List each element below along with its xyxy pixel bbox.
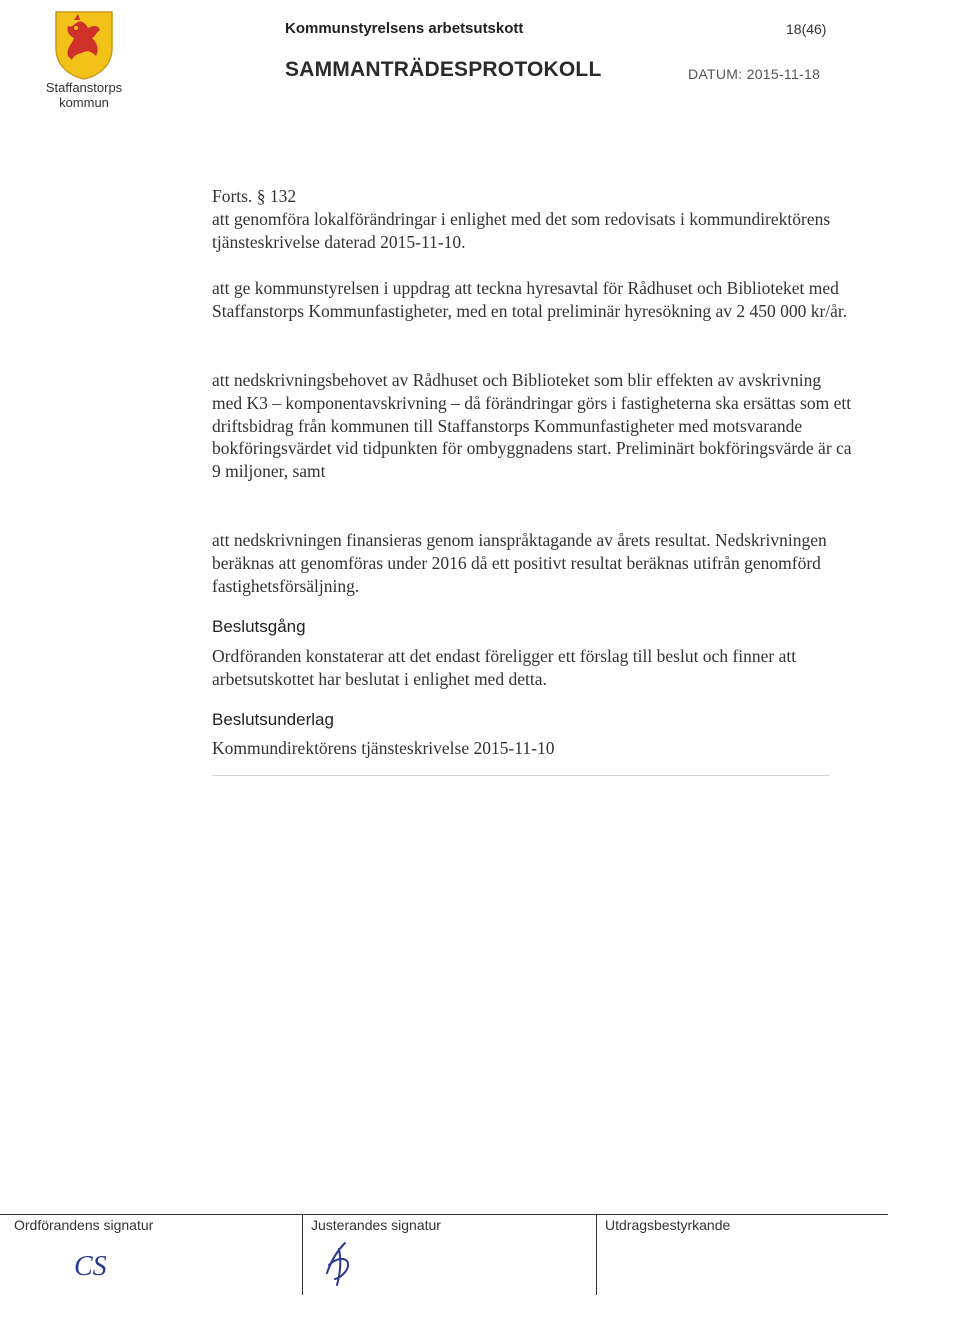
meeting-date: DATUM: 2015-11-18 <box>688 66 821 82</box>
heading-beslutsunderlag: Beslutsunderlag <box>212 710 334 729</box>
verification-cell <box>596 1215 889 1295</box>
heading-beslutsgang: Beslutsgång <box>212 617 306 636</box>
chair-signature-cell <box>6 1215 302 1295</box>
document-title: SAMMANTRÄDESPROTOKOLL <box>285 58 602 81</box>
beslutsgang-text: Ordföranden konstaterar att det endast föreligger ett förslag till beslut och finner att arbetsutskottet har beslutat i enlighet med detta. <box>212 646 797 689</box>
page-number: 18(46) <box>786 21 827 37</box>
beslutsunderlag-text: Kommundirektörens tjänsteskrivelse 2015-11-10 <box>212 738 555 758</box>
verification-label: Utdragsbestyrkande <box>605 1217 731 1233</box>
divider <box>212 775 830 776</box>
adjuster-signature-cell <box>302 1215 597 1295</box>
adjuster-signature <box>319 1239 359 1287</box>
decision-paragraph-2: att ge kommunstyrelsen i uppdrag att teckna hyresavtal för Rådhuset och Biblioteket med Staffanstorps Kommunfastigheter, med en total preliminär hyresökning av 2 450 000 kr/år. <box>212 278 848 321</box>
decision-paragraph-4: att nedskrivningen finansieras genom ianspråktagande av årets resultat. Nedskrivningen beräknas att genomföras under 2016 då ett positivt resultat beräknas utifrån genomförd fastighetsförsäljning. <box>212 530 827 596</box>
municipality-logo <box>52 8 116 80</box>
decision-paragraph-3: att nedskrivningsbehovet av Rådhuset och Biblioteket som blir effekten av avskrivning med K3 – komponentavskrivning – då förändringar görs i fastigheterna ska ersättas som ett driftsbidrag från kommunen till Staffanstorps Kommunfastigheter med motsvarande bokföringsvärdet vid tidpunkten för ombyggnadens start. Preliminärt bokföringsvärde är ca 9 miljoner, samt <box>212 370 852 482</box>
adjuster-signature-label: Justerandes signatur <box>311 1217 441 1233</box>
signature-row <box>0 1214 888 1295</box>
municipality-name: Staffanstorps kommun <box>45 80 123 110</box>
decision-paragraph-1: att genomföra lokalförändringar i enlighet med det som redovisats i kommundirektörens tjänsteskrivelse daterad 2015-11-10. <box>212 209 831 252</box>
staffanstorp-coat-of-arms-icon <box>52 8 116 80</box>
section-continuation: Forts. § 132 <box>212 186 297 206</box>
chair-initials: CS <box>74 1251 107 1282</box>
chair-signature-label: Ordförandens signatur <box>14 1217 154 1233</box>
committee-name: Kommunstyrelsens arbetsutskott <box>285 20 524 37</box>
